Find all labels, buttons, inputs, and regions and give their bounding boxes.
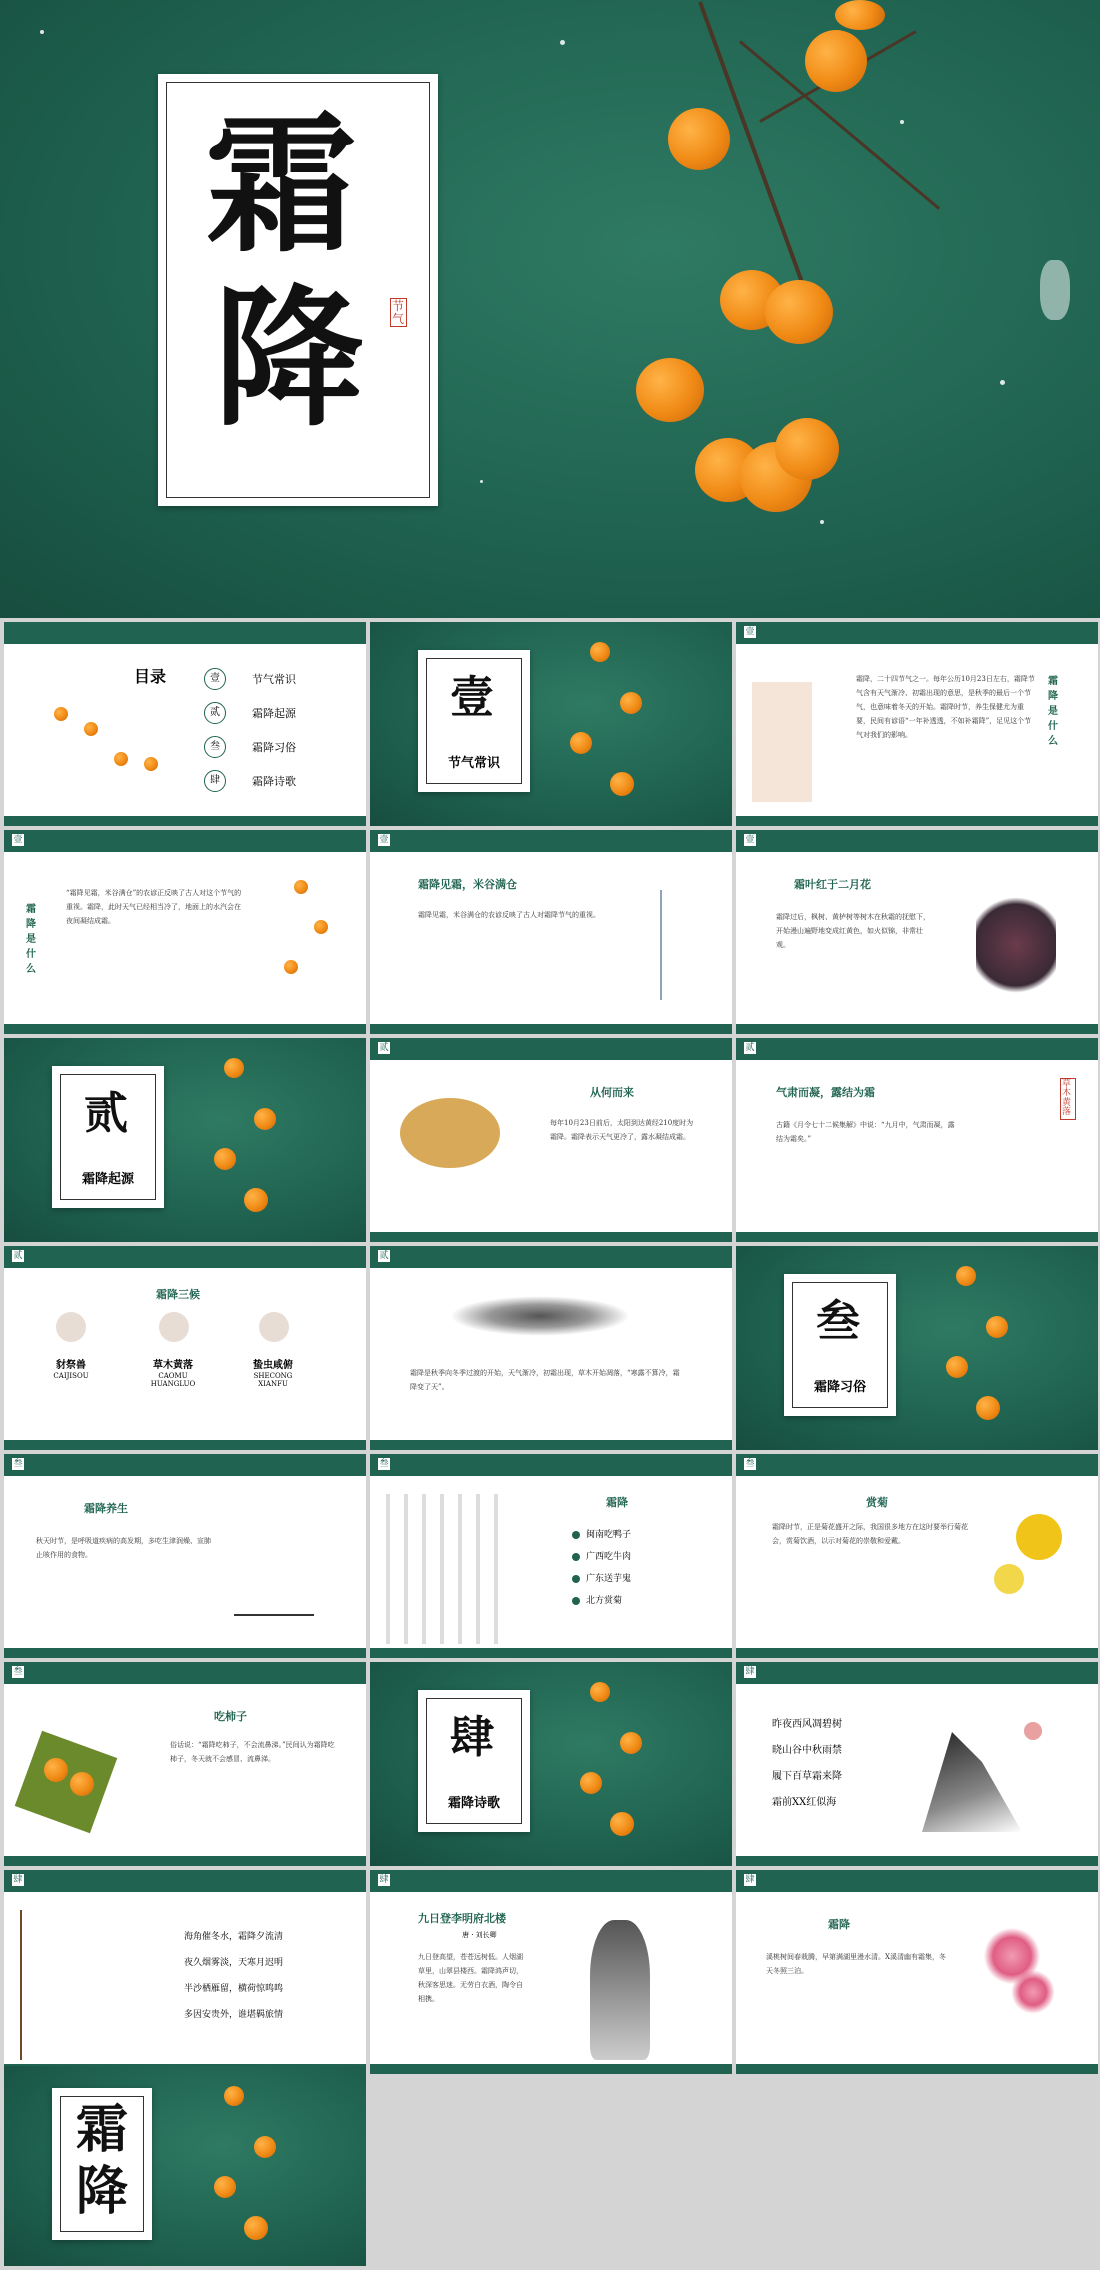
section-slide-2 <box>4 1038 366 1242</box>
plum-blossom-illustration <box>984 1920 1054 2040</box>
flower-illustration <box>752 682 812 802</box>
toc-label: 目录 <box>134 667 167 686</box>
section-title-card: 叁 霜降习俗 <box>784 1274 896 1416</box>
slide-maple: 壹 霜叶红于二月花 霜降过后，枫树、黄栌树等树木在秋霜的抚慰下，开始漫山遍野地变成红黄色，如火似锦，非常壮观。 <box>736 830 1098 1034</box>
section-slide-4 <box>370 1662 732 1866</box>
toc-item[interactable]: 肆 霜降诗歌 <box>204 764 354 798</box>
toc-slide <box>4 622 366 826</box>
persimmon-icon <box>765 280 833 344</box>
section-slide-3 <box>736 1246 1098 1450</box>
list-item: 广西吃牛肉 <box>572 1546 631 1568</box>
list-item: 闽南吃鸭子 <box>572 1524 631 1546</box>
basket-illustration <box>400 1098 500 1168</box>
grass-illustration <box>660 890 702 1000</box>
cover-slide <box>0 0 1100 618</box>
region-list <box>572 1524 631 1612</box>
slide-three: 贰 霜降三候 豺祭兽 CAIJISOU 草木黄落 CAOMU HUANGLUO 蛰虫咸俯 SHECONG XIANFU <box>4 1246 366 1450</box>
cover-title-bottom: 降 <box>214 271 365 447</box>
persimmon-icon <box>114 752 128 766</box>
toc-item[interactable]: 壹 节气常识 <box>204 662 354 696</box>
list-item: 广东送芋鬼 <box>572 1568 631 1590</box>
end-slide <box>4 2066 366 2266</box>
slide-landscape: 贰 霜降是秋季向冬季过渡的开始，天气渐冷，初霜出现，草木开始凋落，“寒露不算冷，霜降变了天”。 <box>370 1246 732 1450</box>
bamboo-illustration <box>386 1494 506 1644</box>
cover-title-card <box>158 74 438 506</box>
section-title-card: 贰 霜降起源 <box>52 1066 164 1208</box>
persimmon-icon <box>636 358 704 422</box>
section-title-card: 壹 节气常识 <box>418 650 530 792</box>
toc-list <box>204 662 354 798</box>
leaf-illustration <box>976 890 1056 1000</box>
chrysanthemum-icon <box>994 1564 1024 1594</box>
end-title-card: 霜 降 <box>52 2088 152 2240</box>
slide-persimmon: 叁 吃柿子 俗话说：“霜降吃柿子，不会流鼻涕。”民间认为霜降吃柿子，冬天就不会感冒、流鼻涕。 <box>4 1662 366 1866</box>
slide-poem1: 肆 昨夜西风凋碧树 晓山谷中秋雨禁 履下百草霜来降 霜前XX红似海 <box>736 1662 1098 1866</box>
list-item: 北方赏菊 <box>572 1590 631 1612</box>
cover-seal: 节气 <box>390 298 407 327</box>
slide-chrys: 叁 赏菊 霜降时节，正是菊花盛开之际，我国很多地方在这时要举行菊花会，赏菊饮酒，以示对菊花的崇敬和爱戴。 <box>736 1454 1098 1658</box>
persimmon-icon <box>54 707 68 721</box>
persimmon-icon <box>775 418 839 480</box>
persimmon-icon <box>805 30 867 92</box>
persimmon-plate-illustration <box>15 1731 118 1834</box>
slide-quote: 壹 霜降是什么 “霜降见霜，米谷满仓”的农谚正反映了古人对这个节气的重视。霜降，此时天气已经相当冷了，地面上的水汽会在夜间凝结成霜。 <box>4 830 366 1034</box>
section-slide-1 <box>370 622 732 826</box>
section-title-card: 肆 霜降诗歌 <box>418 1690 530 1832</box>
slide-what: 壹 霜降，二十四节气之一。每年公历10月23日左右，霜降节气含有天气渐冷、初霜出现的意思，是秋季的最后一个节气，也意味着冬天的开始。霜降时节，养生保健尤为重要，民间有谚语“一年补透透，不如补霜降”，足见这个节气对我们的影响。 霜降是什么 <box>736 622 1098 826</box>
slide-rain: 贰 气肃而凝，露结为霜 古籍《月令七十二候集解》中说：“九月中，气肃而凝，露结为霜矣。” 草木黄落 <box>736 1038 1098 1242</box>
poet-illustration <box>590 1920 650 2060</box>
poem-lines: 昨夜西风凋碧树 晓山谷中秋雨禁 履下百草霜来降 霜前XX红似海 <box>772 1719 842 1808</box>
slide-origin: 贰 从何而来 每年10月23日前后，太阳到达黄经210度时为霜降。霜降表示天气更冷了，露水凝结成霜。 <box>370 1038 732 1242</box>
persimmon-icon <box>835 0 885 30</box>
sun-icon <box>1024 1722 1042 1740</box>
persimmon-icon <box>668 108 730 170</box>
landscape-illustration <box>450 1296 630 1336</box>
persimmon-icon <box>84 722 98 736</box>
slide-poem3: 肆 九日登李明府北楼 唐 · 刘长卿 九日登高望，苍苍远树低。人烟湖草里，山翠县楼西。霜降鸿声切，秋深客思迷。无劳白衣酒，陶令自相携。 <box>370 1870 732 2074</box>
slide-poem4: 肆 霜降 溪桃树间春栽腾，早第满湖里漫水清。X溪清幽有霜集，冬天冬照三泊。 <box>736 1870 1098 2074</box>
mountain-illustration <box>922 1732 1022 1832</box>
toc-item[interactable]: 叁 霜降习俗 <box>204 730 354 764</box>
slide-health: 叁 霜降养生 秋天时节，是呼吸道疾病的高发期，多吃生津润燥、宣肺止咳作用的食物。 <box>4 1454 366 1658</box>
tree-illustration <box>20 1910 132 2060</box>
slide-regions: 叁 霜降 闽南吃鸭子 广西吃牛肉 广东送芋鬼 北方赏菊 <box>370 1454 732 1658</box>
orchid-illustration <box>234 1514 314 1616</box>
slide-poem2: 肆 海角催冬水，霜降夕流清 夜久烟雾淡，天寒月迟明 半沙栖雁留，横荷惊鸣鸣 多因安贵外，谁堪羁旅情 <box>4 1870 366 2074</box>
cover-title-top: 霜 <box>206 97 357 273</box>
poem-lines: 海角催冬水，霜降夕流清 夜久烟雾淡，天寒月迟明 半沙栖雁留，横荷惊鸣鸣 多因安贵外，谁堪羁旅情 <box>184 1932 284 2020</box>
persimmon-icon <box>144 757 158 771</box>
slide-harvest: 壹 霜降见霜，米谷满仓 霜降见霜，米谷满仓的农谚反映了古人对霜降节气的重视。 <box>370 830 732 1034</box>
chrysanthemum-icon <box>1016 1514 1062 1560</box>
toc-item[interactable]: 贰 霜降起源 <box>204 696 354 730</box>
